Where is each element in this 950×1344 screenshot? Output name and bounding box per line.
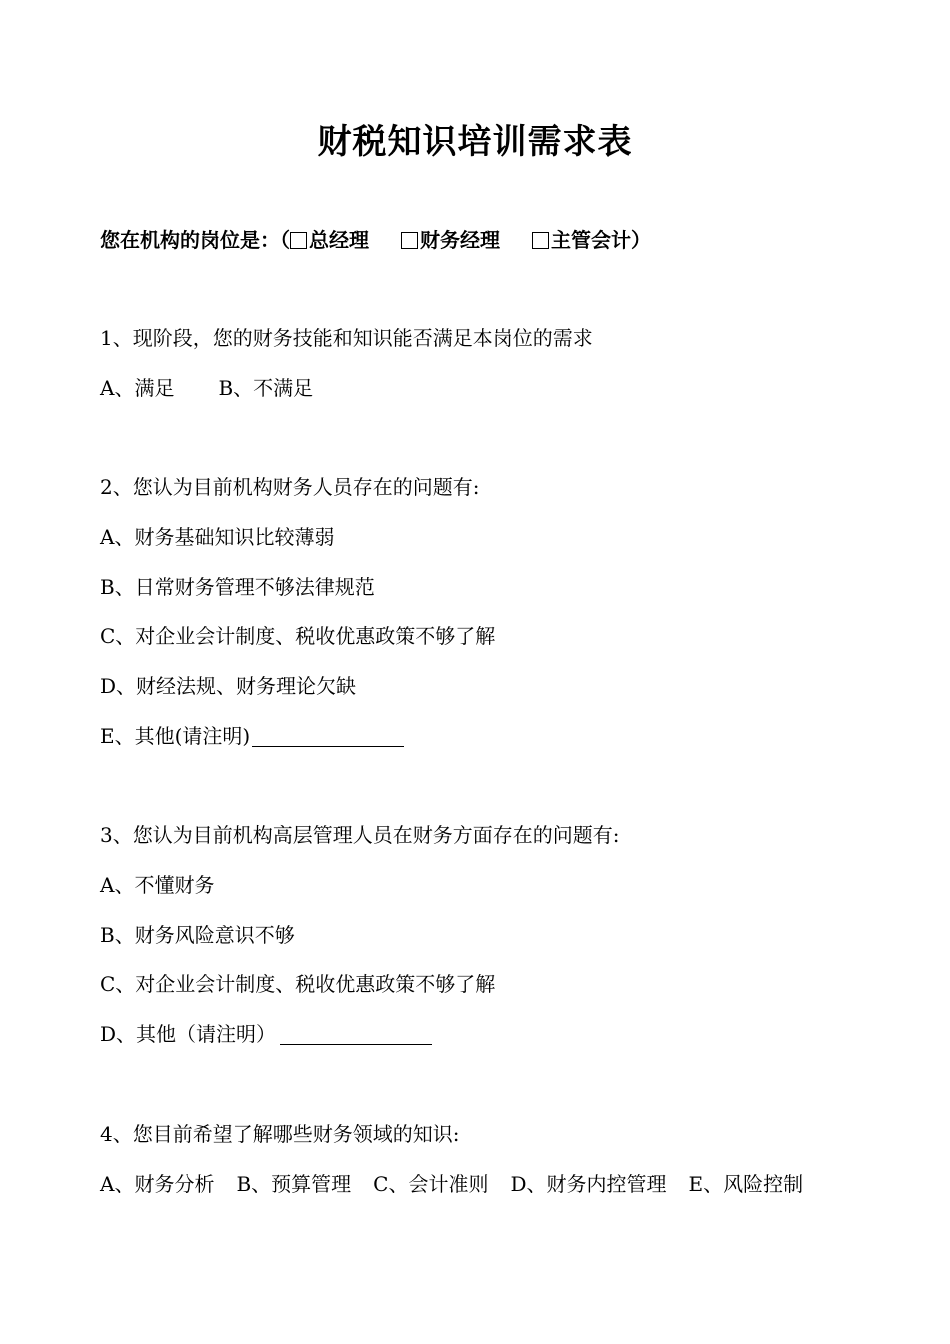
option-label: E、其他(请注明) — [100, 724, 251, 748]
option-item[interactable]: D、财经法规、财务理论欠缺 — [100, 674, 357, 698]
option-item[interactable]: A、满足 — [100, 376, 175, 400]
option-item-other[interactable] — [100, 722, 404, 750]
option-item[interactable]: D、财务内控管理 — [510, 1172, 667, 1196]
option-item-other[interactable] — [100, 1020, 432, 1048]
document-title: 财税知识培训需求表 — [317, 122, 633, 162]
option-item[interactable]: B、不满足 — [218, 376, 314, 400]
option-item[interactable]: C、对企业会计制度、税收优惠政策不够了解 — [100, 972, 496, 996]
option-general-manager[interactable] — [290, 226, 369, 254]
option-item[interactable]: C、会计准则 — [373, 1172, 489, 1196]
position-close: ） — [631, 228, 651, 252]
fill-in-blank[interactable] — [252, 724, 404, 747]
question-3: 3、您认为目前机构高层管理人员在财务方面存在的问题有: — [100, 823, 620, 847]
checkbox-icon[interactable] — [290, 232, 307, 249]
question-2: 2、您认为目前机构财务人员存在的问题有: — [100, 475, 480, 499]
option-item[interactable]: B、预算管理 — [236, 1172, 352, 1196]
option-item[interactable]: B、财务风险意识不够 — [100, 923, 295, 947]
option-finance-manager[interactable] — [401, 226, 500, 254]
question-1-options — [100, 374, 313, 402]
option-chief-accountant[interactable] — [532, 226, 631, 254]
question-4: 4、您目前希望了解哪些财务领域的知识: — [100, 1122, 460, 1146]
checkbox-icon[interactable] — [532, 232, 549, 249]
position-label: 您在机构的岗位是：（ — [100, 228, 290, 252]
option-item[interactable]: A、财务基础知识比较薄弱 — [100, 525, 335, 549]
option-item[interactable]: E、风险控制 — [688, 1172, 804, 1196]
position-question — [100, 226, 651, 254]
option-item[interactable]: C、对企业会计制度、税收优惠政策不够了解 — [100, 624, 496, 648]
checkbox-icon[interactable] — [401, 232, 418, 249]
option-label: 总经理 — [309, 228, 369, 252]
question-4-options — [100, 1170, 803, 1198]
option-item[interactable]: A、不懂财务 — [100, 873, 215, 897]
option-item[interactable]: B、日常财务管理不够法律规范 — [100, 575, 375, 599]
option-label: D、其他（请注明） — [100, 1022, 277, 1046]
fill-in-blank[interactable] — [280, 1022, 432, 1045]
option-label: 主管会计 — [551, 228, 631, 252]
option-item[interactable]: A、财务分析 — [100, 1172, 215, 1196]
option-label: 财务经理 — [420, 228, 500, 252]
question-1: 1、现阶段，您的财务技能和知识能否满足本岗位的需求 — [100, 326, 593, 350]
